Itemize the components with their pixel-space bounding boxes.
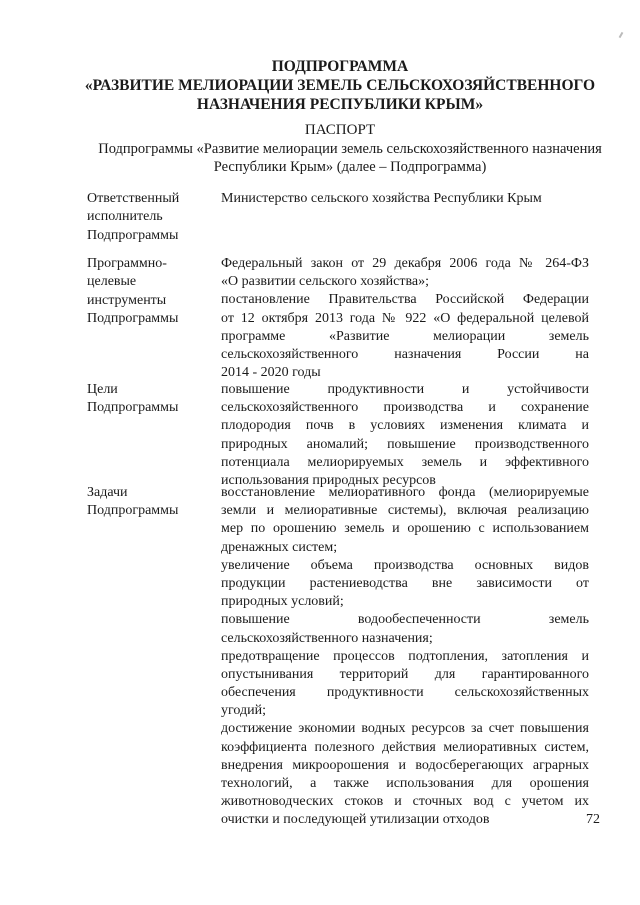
subtitle-line-2: Республики Крым» (далее – Подпрограмма) — [213, 159, 487, 175]
content-line: технологий, а также использования для орошения — [221, 776, 589, 791]
content-line: обеспечения продуктивности сельскохозяйственных — [221, 685, 589, 701]
passport-heading: ПАСПОРТ — [304, 122, 376, 138]
content-line: сельскохозяйственного назначения; — [221, 630, 433, 646]
document-title — [60, 57, 620, 114]
label-line: Подпрограммы — [87, 503, 179, 519]
content-line: восстановление мелиоративного фонда (мелиорируемые — [221, 485, 589, 500]
content-line: постановление Правительства Российской Федерации — [221, 292, 589, 308]
row-content — [221, 255, 589, 382]
row-content — [221, 190, 589, 208]
label-line: целевые — [87, 274, 137, 290]
label-line: Ответственный — [87, 191, 180, 206]
title-line-3: НАЗНАЧЕНИЯ РЕСПУБЛИКИ КРЫМ» — [196, 96, 484, 113]
content-line: плодородия почв в условиях изменения климата и — [221, 418, 589, 434]
content-line: дренажных систем; — [221, 539, 338, 555]
content-line: Федеральный закон от 29 декабря 2006 года № 264-ФЗ — [221, 256, 589, 271]
label-line: Подпрограммы — [87, 310, 179, 326]
label-line: Программно- — [87, 256, 167, 271]
title-line-1: ПОДПРОГРАММА — [271, 58, 409, 75]
label-line: инструменты — [87, 292, 167, 308]
content-line: от 12 октября 2013 года № 922 «О федеральной целевой — [221, 310, 589, 326]
content-line: достижение экономии водных ресурсов за счет повышения — [221, 721, 589, 737]
row-content — [221, 484, 589, 830]
content-line: предотвращение процессов подтопления, затопления и — [221, 648, 589, 664]
content-line: увеличение объема производства основных видов — [221, 557, 589, 573]
row-label — [87, 381, 207, 418]
content-line: потенциала мелиорируемых земель и эффективного — [221, 454, 589, 470]
label-line: исполнитель — [87, 209, 163, 225]
scan-mark — [619, 32, 624, 38]
title-line-2: «РАЗВИТИЕ МЕЛИОРАЦИИ ЗЕМЕЛЬ СЕЛЬСКОХОЗЯЙСТВЕННОГО — [84, 77, 596, 94]
subtitle-line-1: Подпрограммы «Развитие мелиорации земель сельскохозяйственного назначения — [98, 141, 602, 157]
row-label — [87, 255, 207, 328]
content-line: природных аномалий; повышение производственного — [221, 436, 589, 452]
content-line: мер по орошению земель и орошению с использованием — [221, 521, 589, 537]
row-label — [87, 484, 207, 521]
content-line: животноводческих стоков и сточных вод с учетом их — [221, 794, 589, 810]
content-line: «О развитии сельского хозяйства»; — [221, 274, 430, 290]
content-line: внедрения микроорошения и водосберегающих аграрных — [221, 757, 589, 773]
content-line: 2014 - 2020 годы — [221, 365, 321, 381]
label-line: Цели — [87, 382, 118, 397]
row-label — [87, 190, 207, 245]
content-line: опустынивания территорий для гарантированного — [221, 666, 589, 682]
content-line: коэффициента полезного действия мелиоративных систем, — [221, 739, 589, 755]
content-line: сельскохозяйственного производства и сохранение — [221, 400, 589, 416]
page-number: 72 — [586, 812, 600, 827]
content-line: повышение водообеспеченности земель — [221, 612, 589, 628]
label-line: Подпрограммы — [87, 227, 179, 243]
row-content — [221, 381, 589, 490]
content-line: повышение продуктивности и устойчивости — [221, 382, 589, 397]
label-line: Подпрограммы — [87, 400, 179, 416]
label-line: Задачи — [87, 485, 128, 500]
content-line: земли и мелиоративные системы), включая реализацию — [221, 503, 589, 519]
content-line: сельскохозяйственного назначения России на — [221, 346, 589, 362]
content-line: очистки и последующей утилизации отходов — [221, 812, 490, 828]
passport-subtitle — [70, 140, 630, 176]
content-line: программе «Развитие мелиорации земель — [221, 328, 589, 344]
content-line: Министерство сельского хозяйства Республики Крым — [221, 191, 542, 206]
content-line: угодий; — [221, 703, 266, 719]
content-line: природных условий; — [221, 594, 344, 610]
content-line: использования природных ресурсов — [221, 472, 436, 488]
content-line: продукции растениеводства вне зависимости от — [221, 575, 589, 591]
